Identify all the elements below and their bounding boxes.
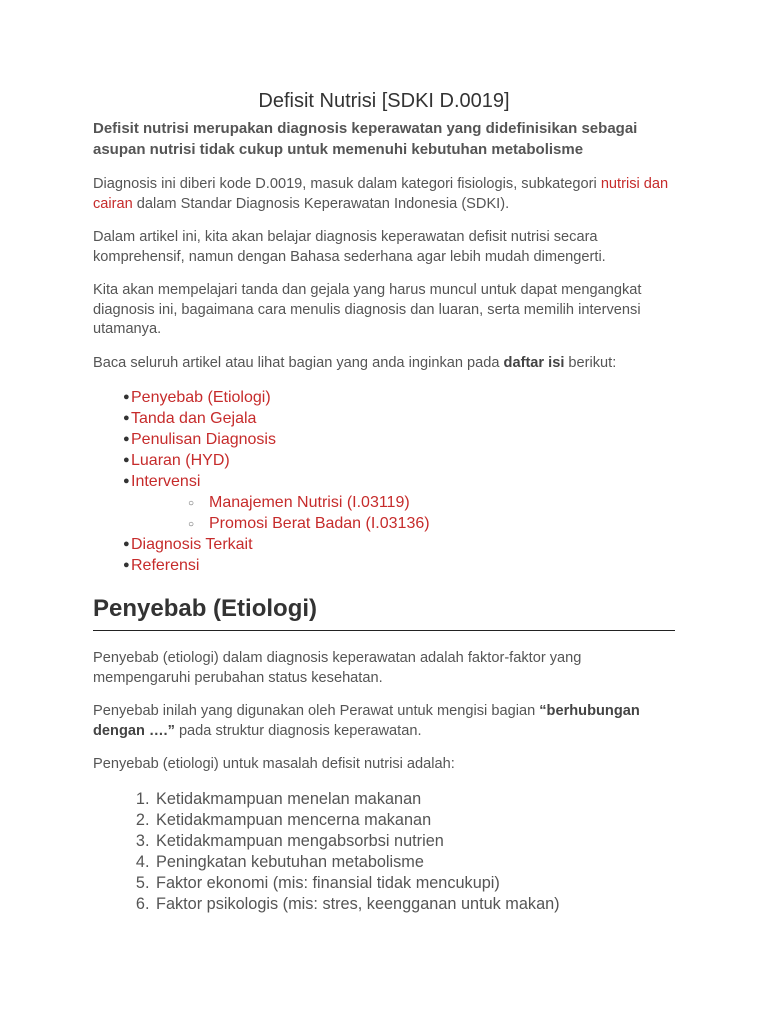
list-item: 4. Peningkatan kebutuhan metabolisme: [154, 852, 675, 873]
daftar-isi-bold: daftar isi: [503, 354, 565, 371]
berhubungan-dengan-bold: “berhubungan dengan ….”: [93, 703, 640, 739]
intro-paragraph-2: Dalam artikel ini, kita akan belajar diagnosis keperawatan defisit nutrisi secara komprehensif, namun dengan Bahasa sederhana agar lebih mudah dimengerti.: [93, 229, 606, 265]
toc-item: [123, 471, 675, 534]
intro-text: Baca seluruh artikel atau lihat bagian yang anda inginkan pada: [93, 354, 504, 371]
section-text: pada struktur diagnosis keperawatan.: [174, 722, 422, 739]
causes-list: [93, 789, 675, 915]
lead-paragraph: Defisit nutrisi merupakan diagnosis keperawatan yang didefinisikan sebagai asupan nutrisi tidak cukup untuk memenuhi kebutuhan metabolisme: [93, 120, 638, 158]
bullet-icon: ●: [123, 433, 130, 445]
toc-item: [123, 429, 675, 450]
article: [93, 88, 675, 915]
toc-link-promosi-berat-badan[interactable]: Promosi Berat Badan (I.03136): [209, 515, 430, 532]
toc-item: [123, 534, 675, 555]
toc-sublist: [131, 492, 675, 534]
toc-link-luaran[interactable]: Luaran (HYD): [131, 452, 230, 469]
toc-link-diagnosis-terkait[interactable]: Diagnosis Terkait: [131, 536, 253, 553]
intro-paragraph-4: [93, 354, 675, 374]
toc-link-penulisan-diagnosis[interactable]: Penulisan Diagnosis: [131, 431, 276, 448]
toc-item: [123, 450, 675, 471]
circle-bullet-icon: ○: [188, 498, 195, 509]
list-item: 5. Faktor ekonomi (mis: finansial tidak mencukupi): [154, 873, 675, 894]
intro-paragraph-1: [93, 175, 675, 214]
intro-text: Diagnosis ini diberi kode D.0019, masuk dalam kategori fisiologis, subkategori: [93, 176, 601, 192]
section-heading-penyebab: Penyebab (Etiologi): [93, 594, 675, 631]
toc-subitem: [188, 513, 675, 534]
toc-item: [123, 408, 675, 429]
bullet-icon: ●: [123, 475, 130, 487]
bullet-icon: ●: [123, 391, 130, 403]
page-title: Defisit Nutrisi [SDKI D.0019]: [258, 90, 510, 112]
toc-link-penyebab[interactable]: Penyebab (Etiologi): [131, 389, 271, 406]
toc-subitem: [188, 492, 675, 513]
intro-text: berikut:: [564, 354, 617, 371]
section-paragraph-1: Penyebab (etiologi) dalam diagnosis keperawatan adalah faktor-faktor yang mempengaruhi perubahan status kesehatan.: [93, 650, 582, 686]
bullet-icon: ●: [123, 412, 130, 424]
section-text: Penyebab inilah yang digunakan oleh Perawat untuk mengisi bagian: [93, 703, 540, 719]
bullet-icon: ●: [123, 559, 130, 571]
toc-item: [123, 555, 675, 576]
intro-text: dalam Standar Diagnosis Keperawatan Indonesia (SDKI).: [132, 195, 510, 212]
circle-bullet-icon: ○: [188, 519, 195, 530]
toc-link-referensi[interactable]: Referensi: [131, 557, 200, 574]
section-paragraph-2: [93, 702, 675, 741]
bullet-icon: ●: [123, 454, 130, 466]
list-item: 2. Ketidakmampuan mencerna makanan: [154, 810, 675, 831]
list-item: 1. Ketidakmampuan menelan makanan: [154, 789, 675, 810]
list-item: 6. Faktor psikologis (mis: stres, keengganan untuk makan): [154, 894, 675, 915]
toc-item: [123, 387, 675, 408]
toc-link-manajemen-nutrisi[interactable]: Manajemen Nutrisi (I.03119): [209, 494, 410, 511]
nutrisi-dan-cairan-link[interactable]: nutrisi dan cairan: [93, 176, 669, 212]
list-item: 3. Ketidakmampuan mengabsorbsi nutrien: [154, 831, 675, 852]
intro-paragraph-3: Kita akan mempelajari tanda dan gejala yang harus muncul untuk dapat mengangkat diagnosis ini, bagaimana cara menulis diagnosis dan luaran, serta memilih intervensi utamanya.: [93, 282, 642, 337]
bullet-icon: ●: [123, 538, 130, 550]
section-paragraph-3: Penyebab (etiologi) untuk masalah defisit nutrisi adalah:: [93, 756, 455, 772]
table-of-contents: [93, 387, 675, 576]
toc-link-tanda-gejala[interactable]: Tanda dan Gejala: [131, 410, 257, 427]
toc-link-intervensi[interactable]: Intervensi: [131, 473, 201, 490]
